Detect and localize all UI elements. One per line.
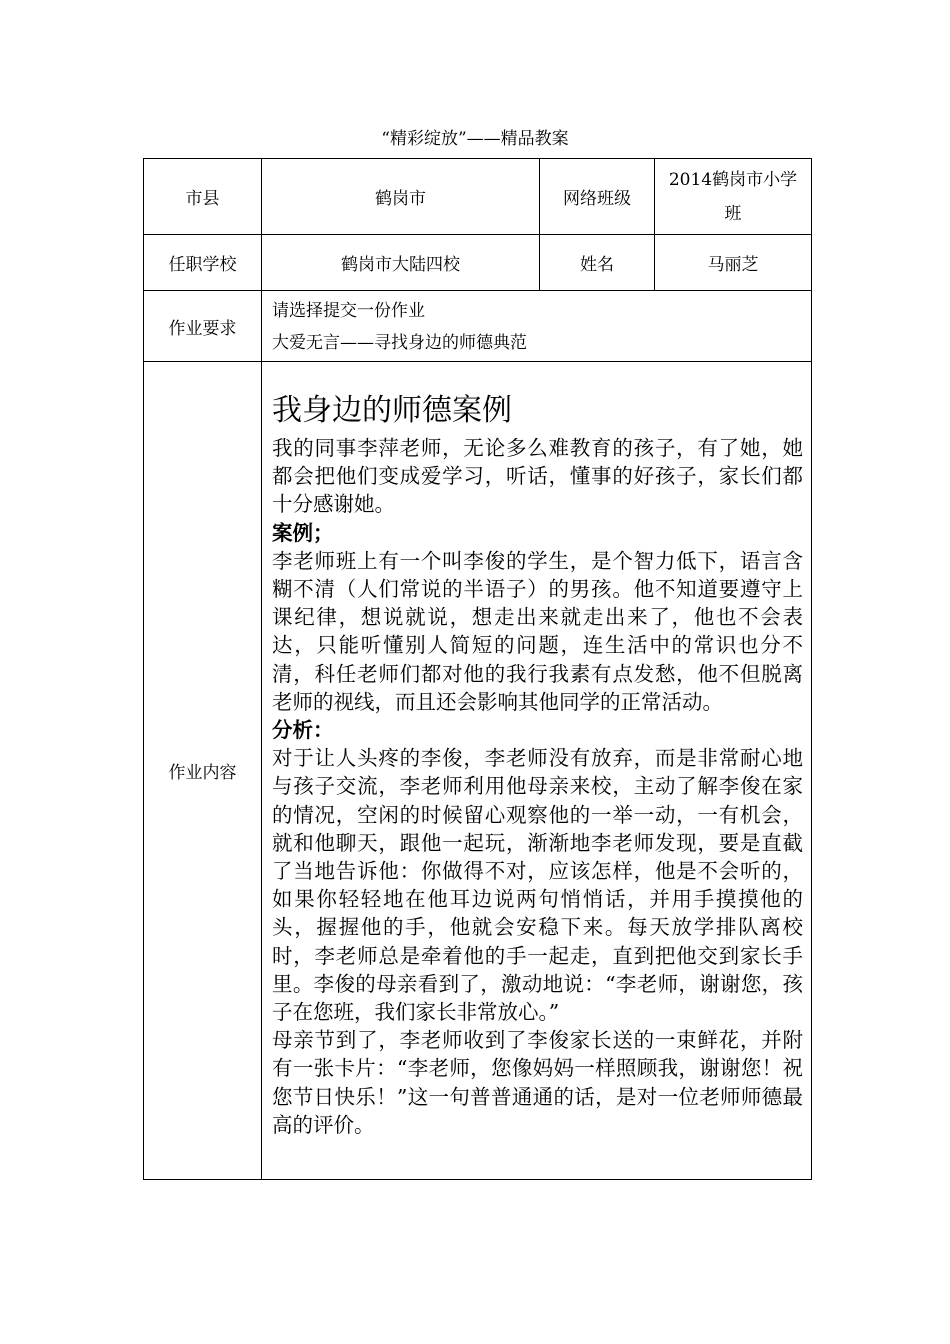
row-county	[144, 159, 812, 235]
assignment-form-table	[143, 158, 812, 1180]
value-name: 马丽芝	[655, 235, 812, 291]
requirement-cell	[262, 291, 812, 362]
case-paragraph: 李老师班上有一个叫李俊的学生，是个智力低下，语言含糊不清（人们常说的半语子）的男孩。他不知道要遵守上课纪律，想说就说，想走出来就走出来了，他也不会表达，只能听懂别人简短的问题，连生活中的常识也分不清，科任老师们都对他的我行我素有点发愁，他不但脱离老师的视线，而且还会影响其他同学的正常活动。	[272, 548, 803, 714]
requirement-line-2: 大爱无言——寻找身边的师德典范	[272, 333, 527, 353]
value-county: 鹤岗市	[262, 159, 540, 235]
analysis-paragraph: 对于让人头疼的李俊，李老师没有放弃，而是非常耐心地与孩子交流，李老师利用他母亲来校，主动了解李俊在家的情况，空闲的时候留心观察他的一举一动，一有机会，就和他聊天，跟他一起玩，渐渐地李老师发现，要是直截了当地告诉他：你做得不对，应该怎样，他是不会听的，如果你轻轻地在他耳边说两句悄悄话，并用手摸摸他的头，握握他的手，他就会安稳下来。每天放学排队离校时，李老师总是牵着他的手一起走，直到把他交到家长手里。李俊的母亲看到了，激动地说：“李老师，谢谢您，孩子在您班，我们家长非常放心。”	[272, 746, 803, 1025]
label-class: 网络班级	[540, 159, 655, 235]
document-title: “精彩绽放”——精品教案	[381, 129, 569, 149]
label-name: 姓名	[540, 235, 655, 291]
content-cell	[262, 362, 812, 1180]
label-content: 作业内容	[144, 362, 262, 1180]
value-class: 2014鹤岗市小学班	[655, 159, 812, 235]
intro-paragraph: 我的同事李萍老师，无论多么难教育的孩子，有了她，她都会把他们变成爱学习，听话，懂事的好孩子，家长们都十分感谢她。	[272, 436, 803, 517]
label-requirement: 作业要求	[144, 291, 262, 362]
row-requirement	[144, 291, 812, 362]
row-content	[144, 362, 812, 1180]
content-title: 我身边的师德案例	[272, 393, 512, 428]
row-school	[144, 235, 812, 291]
analysis-heading: 分析：	[272, 718, 334, 743]
case-heading: 案例；	[272, 520, 334, 545]
value-school: 鹤岗市大陆四校	[262, 235, 540, 291]
requirement-line-1: 请选择提交一份作业	[272, 301, 425, 321]
label-county: 市县	[144, 159, 262, 235]
closing-paragraph: 母亲节到了，李老师收到了李俊家长送的一束鲜花，并附有一张卡片：“李老师，您像妈妈一样照顾我，谢谢您！祝您节日快乐！”这一句普普通通的话，是对一位老师师德最高的评价。	[272, 1028, 803, 1137]
label-school: 任职学校	[144, 235, 262, 291]
